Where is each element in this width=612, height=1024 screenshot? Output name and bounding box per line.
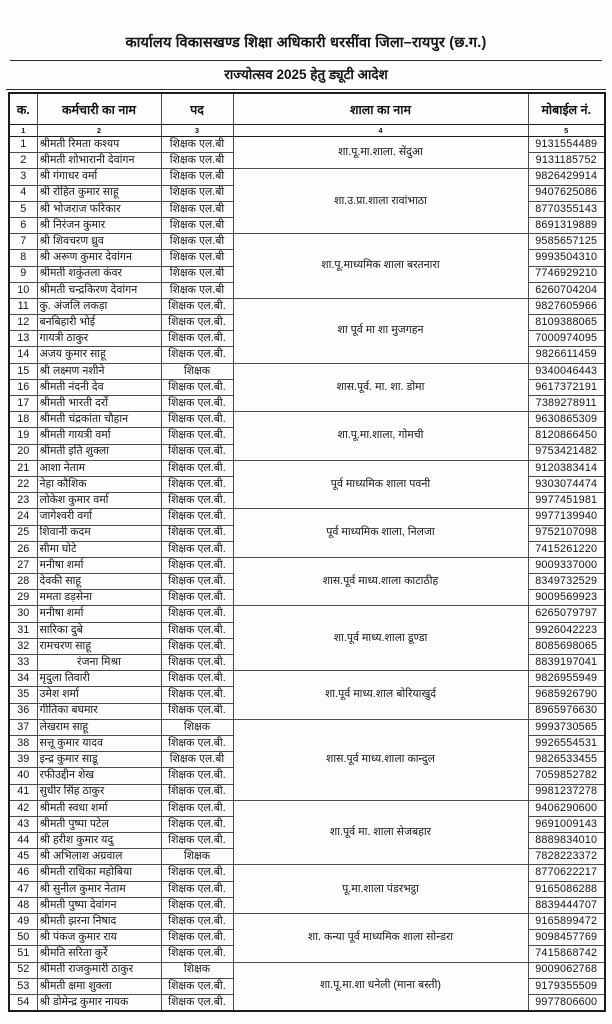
table-row bbox=[9, 234, 605, 250]
table-row bbox=[9, 363, 605, 379]
serial-cell: 47 bbox=[9, 881, 37, 897]
school-name-cell: शा.पू.माध्यमिक शाला बरतनारा bbox=[233, 234, 528, 299]
mobile-number-cell: 9009062768 bbox=[528, 962, 605, 978]
mobile-number-cell: 9165899472 bbox=[528, 914, 605, 930]
table-row bbox=[9, 137, 605, 153]
mobile-number-cell: 9617372191 bbox=[528, 379, 605, 395]
employee-name-cell: श्रीमती राजकुमारी ठाकुर bbox=[37, 962, 161, 978]
post-cell: शिक्षक एल.बी. bbox=[161, 379, 233, 395]
mobile-number-cell: 9630865309 bbox=[528, 412, 605, 428]
employee-name-cell: शिवानी कदम bbox=[37, 525, 161, 541]
serial-cell: 36 bbox=[9, 703, 37, 719]
employee-name-cell: रफीउद्दीन शेख bbox=[37, 768, 161, 784]
school-name-cell: शास.पूर्व माध्य.शाला काटाठीह bbox=[233, 557, 528, 606]
post-cell: शिक्षक एल.बी. bbox=[161, 622, 233, 638]
table-header-row bbox=[9, 93, 605, 125]
employee-name-cell: इन्द्र कुमार साडू bbox=[37, 752, 161, 768]
serial-cell: 25 bbox=[9, 525, 37, 541]
office-title: कार्यालय विकासखण्ड शिक्षा अधिकारी धरसींवा जिला–रायपुर (छ.ग.) bbox=[125, 35, 487, 51]
mobile-number-cell: 7828223372 bbox=[528, 849, 605, 865]
employee-name-cell: रामचरण साहू bbox=[37, 638, 161, 654]
mobile-number-cell: 9131185752 bbox=[528, 153, 605, 169]
serial-cell: 29 bbox=[9, 590, 37, 606]
serial-cell: 27 bbox=[9, 557, 37, 573]
post-cell: शिक्षक bbox=[161, 363, 233, 379]
serial-cell: 44 bbox=[9, 833, 37, 849]
serial-cell: 9 bbox=[9, 266, 37, 282]
serial-cell: 39 bbox=[9, 752, 37, 768]
serial-cell: 6 bbox=[9, 217, 37, 233]
post-cell: शिक्षक एल.बी. bbox=[161, 735, 233, 751]
post-cell: शिक्षक एल.बी. bbox=[161, 444, 233, 460]
mobile-number-cell: 9165086288 bbox=[528, 881, 605, 897]
mobile-number-cell: 9826955949 bbox=[528, 671, 605, 687]
serial-cell: 45 bbox=[9, 849, 37, 865]
mobile-number-cell: 9993730565 bbox=[528, 719, 605, 735]
duty-table bbox=[8, 92, 606, 1012]
header-employee-name: कर्मचारी का नाम bbox=[37, 93, 161, 125]
serial-cell: 2 bbox=[9, 153, 37, 169]
post-cell: शिक्षक एल.बी bbox=[161, 752, 233, 768]
post-cell: शिक्षक एल.बी. bbox=[161, 509, 233, 525]
employee-name-cell: सत्तू कुमार यादव bbox=[37, 735, 161, 751]
mobile-number-cell: 8770622217 bbox=[528, 865, 605, 881]
serial-cell: 49 bbox=[9, 914, 37, 930]
mobile-number-cell: 9009569923 bbox=[528, 590, 605, 606]
employee-name-cell: श्रीमती इति शुक्ला bbox=[37, 444, 161, 460]
employee-name-cell: लेखराम साहू bbox=[37, 719, 161, 735]
post-cell: शिक्षक एल.बी. bbox=[161, 994, 233, 1010]
employee-name-cell: श्रीमती राधिका महोबिया bbox=[37, 865, 161, 881]
school-name-cell: शा.पूर्व मा. शाला सेजबहार bbox=[233, 800, 528, 865]
serial-cell: 34 bbox=[9, 671, 37, 687]
mobile-number-cell: 8770355143 bbox=[528, 201, 605, 217]
employee-name-cell: मृदुला तिवारी bbox=[37, 671, 161, 687]
mobile-number-cell: 9685926790 bbox=[528, 687, 605, 703]
post-cell: शिक्षक एल.बी. bbox=[161, 574, 233, 590]
table-row bbox=[9, 800, 605, 816]
table-row bbox=[9, 412, 605, 428]
mobile-number-cell: 9179355509 bbox=[528, 978, 605, 994]
mobile-number-cell: 8109388065 bbox=[528, 315, 605, 331]
employee-name-cell: श्री भोजराज फरिकार bbox=[37, 201, 161, 217]
employee-name-cell: सुधीर सिंह ठाकुर bbox=[37, 784, 161, 800]
table-row bbox=[9, 460, 605, 476]
mobile-number-cell: 8085698065 bbox=[528, 638, 605, 654]
serial-cell: 18 bbox=[9, 412, 37, 428]
post-cell: शिक्षक bbox=[161, 849, 233, 865]
post-cell: शिक्षक एल.बी. bbox=[161, 412, 233, 428]
employee-name-cell: रंजना मिश्रा bbox=[37, 655, 161, 671]
serial-cell: 30 bbox=[9, 606, 37, 622]
post-cell: शिक्षक एल.बी bbox=[161, 234, 233, 250]
post-cell: शिक्षक एल.बी. bbox=[161, 881, 233, 897]
mobile-number-cell: 9981237278 bbox=[528, 784, 605, 800]
school-name-cell: शा.उ.प्रा.शाला रावांभाठा bbox=[233, 169, 528, 234]
col-number: 2 bbox=[37, 125, 161, 137]
employee-name-cell: श्रीमती स्वधा शर्मा bbox=[37, 800, 161, 816]
mobile-number-cell: 9826429914 bbox=[528, 169, 605, 185]
mobile-number-cell: 8349732529 bbox=[528, 574, 605, 590]
table-row bbox=[9, 557, 605, 573]
school-name-cell: शा.पू.मा.शाला. सेंदुआ bbox=[233, 137, 528, 169]
serial-cell: 52 bbox=[9, 962, 37, 978]
employee-name-cell: ममता डड़सेना bbox=[37, 590, 161, 606]
mobile-number-cell: 7059852782 bbox=[528, 768, 605, 784]
employee-name-cell: श्रीमति सरिता कुर्रे bbox=[37, 946, 161, 962]
mobile-number-cell: 9098457769 bbox=[528, 930, 605, 946]
mobile-number-cell: 9977139940 bbox=[528, 509, 605, 525]
post-cell: शिक्षक एल.बी. bbox=[161, 703, 233, 719]
employee-name-cell: श्री निरंजन कुमार bbox=[37, 217, 161, 233]
mobile-number-cell: 8965976630 bbox=[528, 703, 605, 719]
post-cell: शिक्षक एल.बी. bbox=[161, 655, 233, 671]
employee-name-cell: श्रीमती झरना निषाद bbox=[37, 914, 161, 930]
post-cell: शिक्षक एल.बी. bbox=[161, 897, 233, 913]
post-cell: शिक्षक एल.बी. bbox=[161, 816, 233, 832]
col-number: 5 bbox=[528, 125, 605, 137]
serial-cell: 19 bbox=[9, 428, 37, 444]
mobile-number-cell: 9407625086 bbox=[528, 185, 605, 201]
serial-cell: 4 bbox=[9, 185, 37, 201]
school-name-cell: शास.पूर्व माध्य.शाला कान्दुल bbox=[233, 719, 528, 800]
serial-cell: 1 bbox=[9, 137, 37, 153]
col-number: 4 bbox=[233, 125, 528, 137]
post-cell: शिक्षक एल.बी. bbox=[161, 460, 233, 476]
post-cell: शिक्षक एल.बी. bbox=[161, 590, 233, 606]
post-cell: शिक्षक एल.बी. bbox=[161, 315, 233, 331]
mobile-number-cell: 7746929210 bbox=[528, 266, 605, 282]
post-cell: शिक्षक bbox=[161, 962, 233, 978]
school-name-cell: शा.पूर्व माध्य.शाल बोरियाखुर्द bbox=[233, 671, 528, 720]
employee-name-cell: श्रीमती भारती दर्रो bbox=[37, 396, 161, 412]
table-row bbox=[9, 169, 605, 185]
post-cell: शिक्षक एल.बी bbox=[161, 153, 233, 169]
employee-name-cell: सारिका दुबे bbox=[37, 622, 161, 638]
mobile-number-cell: 9691009143 bbox=[528, 816, 605, 832]
employee-name-cell: बनबिहारी भोई bbox=[37, 315, 161, 331]
school-name-cell: शा.पू.मा.शा धनेली (माना बस्ती) bbox=[233, 962, 528, 1011]
school-name-cell: पूर्व माध्यमिक शाला, निलजा bbox=[233, 509, 528, 558]
employee-name-cell: श्री लक्ष्मण नशीने bbox=[37, 363, 161, 379]
serial-cell: 11 bbox=[9, 298, 37, 314]
employee-name-cell: श्रीमती क्षमा शुक्ला bbox=[37, 978, 161, 994]
duty-table-body bbox=[9, 137, 605, 1011]
mobile-number-cell: 9827605966 bbox=[528, 298, 605, 314]
employee-name-cell: श्री अरूण कुमार देवांगन bbox=[37, 250, 161, 266]
mobile-number-cell: 7415868742 bbox=[528, 946, 605, 962]
post-cell: शिक्षक एल.बी. bbox=[161, 493, 233, 509]
serial-cell: 14 bbox=[9, 347, 37, 363]
mobile-number-cell: 9131554489 bbox=[528, 137, 605, 153]
employee-name-cell: जागेश्वरी वर्गा bbox=[37, 509, 161, 525]
school-name-cell: शास.पूर्व. मा. शा. डोमा bbox=[233, 363, 528, 412]
table-row bbox=[9, 298, 605, 314]
table-row bbox=[9, 962, 605, 978]
employee-name-cell: श्री अभिलाश अग्रवाल bbox=[37, 849, 161, 865]
employee-name-cell: लोकेश कुमार वर्मा bbox=[37, 493, 161, 509]
table-row bbox=[9, 865, 605, 881]
post-cell: शिक्षक एल.बी. bbox=[161, 347, 233, 363]
mobile-number-cell: 8691319889 bbox=[528, 217, 605, 233]
mobile-number-cell: 8120866450 bbox=[528, 428, 605, 444]
post-cell: शिक्षक एल.बी bbox=[161, 169, 233, 185]
post-cell: शिक्षक एल.बी bbox=[161, 217, 233, 233]
employee-name-cell: श्रीमती नंदनी देव bbox=[37, 379, 161, 395]
serial-cell: 3 bbox=[9, 169, 37, 185]
post-cell: शिक्षक एल.बी. bbox=[161, 298, 233, 314]
post-cell: शिक्षक एल.बी bbox=[161, 282, 233, 298]
post-cell: शिक्षक एल.बी. bbox=[161, 525, 233, 541]
serial-cell: 16 bbox=[9, 379, 37, 395]
table-row bbox=[9, 509, 605, 525]
employee-name-cell: श्री हरीश कुमार यदु bbox=[37, 833, 161, 849]
mobile-number-cell: 8839197041 bbox=[528, 655, 605, 671]
serial-cell: 23 bbox=[9, 493, 37, 509]
employee-name-cell: श्री रोहित कुमार साहू bbox=[37, 185, 161, 201]
serial-cell: 32 bbox=[9, 638, 37, 654]
employee-name-cell: श्रीमती गायत्री वर्मा bbox=[37, 428, 161, 444]
employee-name-cell: श्रीमती पुष्पा पटेल bbox=[37, 816, 161, 832]
serial-cell: 38 bbox=[9, 735, 37, 751]
mobile-number-cell: 9826533455 bbox=[528, 752, 605, 768]
col-number: 3 bbox=[161, 125, 233, 137]
post-cell: शिक्षक एल.बी. bbox=[161, 557, 233, 573]
table-row bbox=[9, 914, 605, 930]
post-cell: शिक्षक एल.बी. bbox=[161, 396, 233, 412]
mobile-number-cell: 9585657125 bbox=[528, 234, 605, 250]
header-school-name: शाला का नाम bbox=[233, 93, 528, 125]
serial-cell: 33 bbox=[9, 655, 37, 671]
serial-cell: 10 bbox=[9, 282, 37, 298]
serial-cell: 13 bbox=[9, 331, 37, 347]
post-cell: शिक्षक एल.बी bbox=[161, 137, 233, 153]
serial-cell: 21 bbox=[9, 460, 37, 476]
mobile-number-cell: 9120383414 bbox=[528, 460, 605, 476]
table-row bbox=[9, 671, 605, 687]
post-cell: शिक्षक bbox=[161, 719, 233, 735]
serial-cell: 50 bbox=[9, 930, 37, 946]
serial-cell: 48 bbox=[9, 897, 37, 913]
post-cell: शिक्षक एल.बी bbox=[161, 185, 233, 201]
employee-name-cell: अजय कुमार साहू bbox=[37, 347, 161, 363]
employee-name-cell: देवकी साहू bbox=[37, 574, 161, 590]
post-cell: शिक्षक एल.बी. bbox=[161, 800, 233, 816]
employee-name-cell: श्रीमती रिमता कश्यप bbox=[37, 137, 161, 153]
employee-name-cell: सीमा घोटे bbox=[37, 541, 161, 557]
employee-name-cell: श्री गंगाधर वर्मा bbox=[37, 169, 161, 185]
post-cell: शिक्षक एल.बी bbox=[161, 201, 233, 217]
serial-cell: 40 bbox=[9, 768, 37, 784]
order-subtitle: राज्योत्सव 2025 हेतु ड्यूटी आदेश bbox=[224, 67, 388, 82]
serial-cell: 5 bbox=[9, 201, 37, 217]
mobile-number-cell: 8889834010 bbox=[528, 833, 605, 849]
mobile-number-cell: 9303074474 bbox=[528, 476, 605, 492]
post-cell: शिक्षक एल.बी. bbox=[161, 930, 233, 946]
mobile-number-cell: 9406290600 bbox=[528, 800, 605, 816]
mobile-number-cell: 8839444707 bbox=[528, 897, 605, 913]
mobile-number-cell: 9977806600 bbox=[528, 994, 605, 1010]
mobile-number-cell: 9977451981 bbox=[528, 493, 605, 509]
employee-name-cell: नेहा कौशिक bbox=[37, 476, 161, 492]
serial-cell: 12 bbox=[9, 315, 37, 331]
post-cell: शिक्षक एल.बी. bbox=[161, 833, 233, 849]
serial-cell: 31 bbox=[9, 622, 37, 638]
employee-name-cell: कु. अंजलि लकड़ा bbox=[37, 298, 161, 314]
post-cell: शिक्षक एल.बी. bbox=[161, 476, 233, 492]
employee-name-cell: मनीषा शर्मा bbox=[37, 606, 161, 622]
serial-cell: 42 bbox=[9, 800, 37, 816]
serial-cell: 54 bbox=[9, 994, 37, 1010]
table-row bbox=[9, 719, 605, 735]
serial-cell: 8 bbox=[9, 250, 37, 266]
employee-name-cell: श्रीमती चंद्रकांता चौहान bbox=[37, 412, 161, 428]
school-name-cell: पूर्व माध्यमिक शाला पवनी bbox=[233, 460, 528, 509]
mobile-number-cell: 9993504310 bbox=[528, 250, 605, 266]
serial-cell: 43 bbox=[9, 816, 37, 832]
school-name-cell: शा पूर्व मा शा मुजगहन bbox=[233, 298, 528, 363]
mobile-number-cell: 7389278911 bbox=[528, 396, 605, 412]
serial-cell: 41 bbox=[9, 784, 37, 800]
employee-name-cell: श्री डोमेन्द्र कुमार नायक bbox=[37, 994, 161, 1010]
post-cell: शिक्षक एल.बी. bbox=[161, 541, 233, 557]
school-name-cell: शा.पूर्व माध्य.शाला डूण्डा bbox=[233, 606, 528, 671]
header-serial: क. bbox=[9, 93, 37, 125]
serial-cell: 22 bbox=[9, 476, 37, 492]
employee-name-cell: गायत्री ठाकुर bbox=[37, 331, 161, 347]
serial-cell: 20 bbox=[9, 444, 37, 460]
post-cell: शिक्षक एल.बी. bbox=[161, 768, 233, 784]
serial-cell: 15 bbox=[9, 363, 37, 379]
mobile-number-cell: 9340046443 bbox=[528, 363, 605, 379]
title-divider bbox=[10, 60, 602, 61]
employee-name-cell: श्रीमती चन्द्रकिरण देवांगन bbox=[37, 282, 161, 298]
serial-cell: 35 bbox=[9, 687, 37, 703]
serial-cell: 24 bbox=[9, 509, 37, 525]
employee-name-cell: श्रीमती पुष्पा देवांगन bbox=[37, 897, 161, 913]
school-name-cell: शा.पू.मा.शाला, गोमची bbox=[233, 412, 528, 461]
employee-name-cell: श्रीमती शकुंतला कंवर bbox=[37, 266, 161, 282]
serial-cell: 53 bbox=[9, 978, 37, 994]
mobile-number-cell: 9752107098 bbox=[528, 525, 605, 541]
mobile-number-cell: 9926554531 bbox=[528, 735, 605, 751]
serial-cell: 17 bbox=[9, 396, 37, 412]
employee-name-cell: श्री पंकज कुमार राय bbox=[37, 930, 161, 946]
header-mobile: मोबाईल नं. bbox=[528, 93, 605, 125]
post-cell: शिक्षक एल.बी. bbox=[161, 865, 233, 881]
col-number: 1 bbox=[9, 125, 37, 137]
employee-name-cell: श्री शिवचरण ध्रुव bbox=[37, 234, 161, 250]
mobile-number-cell: 6265079797 bbox=[528, 606, 605, 622]
mobile-number-cell: 9926042223 bbox=[528, 622, 605, 638]
post-cell: शिक्षक एल.बी. bbox=[161, 428, 233, 444]
column-number-row bbox=[9, 125, 605, 137]
serial-cell: 37 bbox=[9, 719, 37, 735]
mobile-number-cell: 9753421482 bbox=[528, 444, 605, 460]
employee-name-cell: गीतिका बघमार bbox=[37, 703, 161, 719]
post-cell: शिक्षक एल.बी. bbox=[161, 638, 233, 654]
post-cell: शिक्षक एल.बी. bbox=[161, 784, 233, 800]
serial-cell: 46 bbox=[9, 865, 37, 881]
mobile-number-cell: 6260704204 bbox=[528, 282, 605, 298]
mobile-number-cell: 7000974095 bbox=[528, 331, 605, 347]
subtitle-divider bbox=[6, 89, 606, 90]
table-row bbox=[9, 606, 605, 622]
post-cell: शिक्षक एल.बी. bbox=[161, 331, 233, 347]
post-cell: शिक्षक एल.बी. bbox=[161, 914, 233, 930]
employee-name-cell: आशा नेताम bbox=[37, 460, 161, 476]
header-post: पद bbox=[161, 93, 233, 125]
serial-cell: 26 bbox=[9, 541, 37, 557]
serial-cell: 51 bbox=[9, 946, 37, 962]
post-cell: शिक्षक एल.बी bbox=[161, 250, 233, 266]
post-cell: शिक्षक एल.बी bbox=[161, 266, 233, 282]
employee-name-cell: श्री सुनील कुमार नेताम bbox=[37, 881, 161, 897]
employee-name-cell: उमेश शर्मा bbox=[37, 687, 161, 703]
school-name-cell: शा. कन्या पूर्व माध्यमिक शाला सोन्डरा bbox=[233, 914, 528, 963]
employee-name-cell: श्रीमती शोभारानी देवांगन bbox=[37, 153, 161, 169]
mobile-number-cell: 9009337000 bbox=[528, 557, 605, 573]
post-cell: शिक्षक एल.बी. bbox=[161, 978, 233, 994]
mobile-number-cell: 9826611459 bbox=[528, 347, 605, 363]
serial-cell: 7 bbox=[9, 234, 37, 250]
post-cell: शिक्षक एल.बी. bbox=[161, 671, 233, 687]
mobile-number-cell: 7415261220 bbox=[528, 541, 605, 557]
post-cell: शिक्षक एल.बी. bbox=[161, 687, 233, 703]
serial-cell: 28 bbox=[9, 574, 37, 590]
post-cell: शिक्षक एल.बी. bbox=[161, 606, 233, 622]
post-cell: शिक्षक एल.बी. bbox=[161, 946, 233, 962]
employee-name-cell: मनीषा शर्मा bbox=[37, 557, 161, 573]
school-name-cell: पू.मा.शाला पंडरभट्ठा bbox=[233, 865, 528, 914]
